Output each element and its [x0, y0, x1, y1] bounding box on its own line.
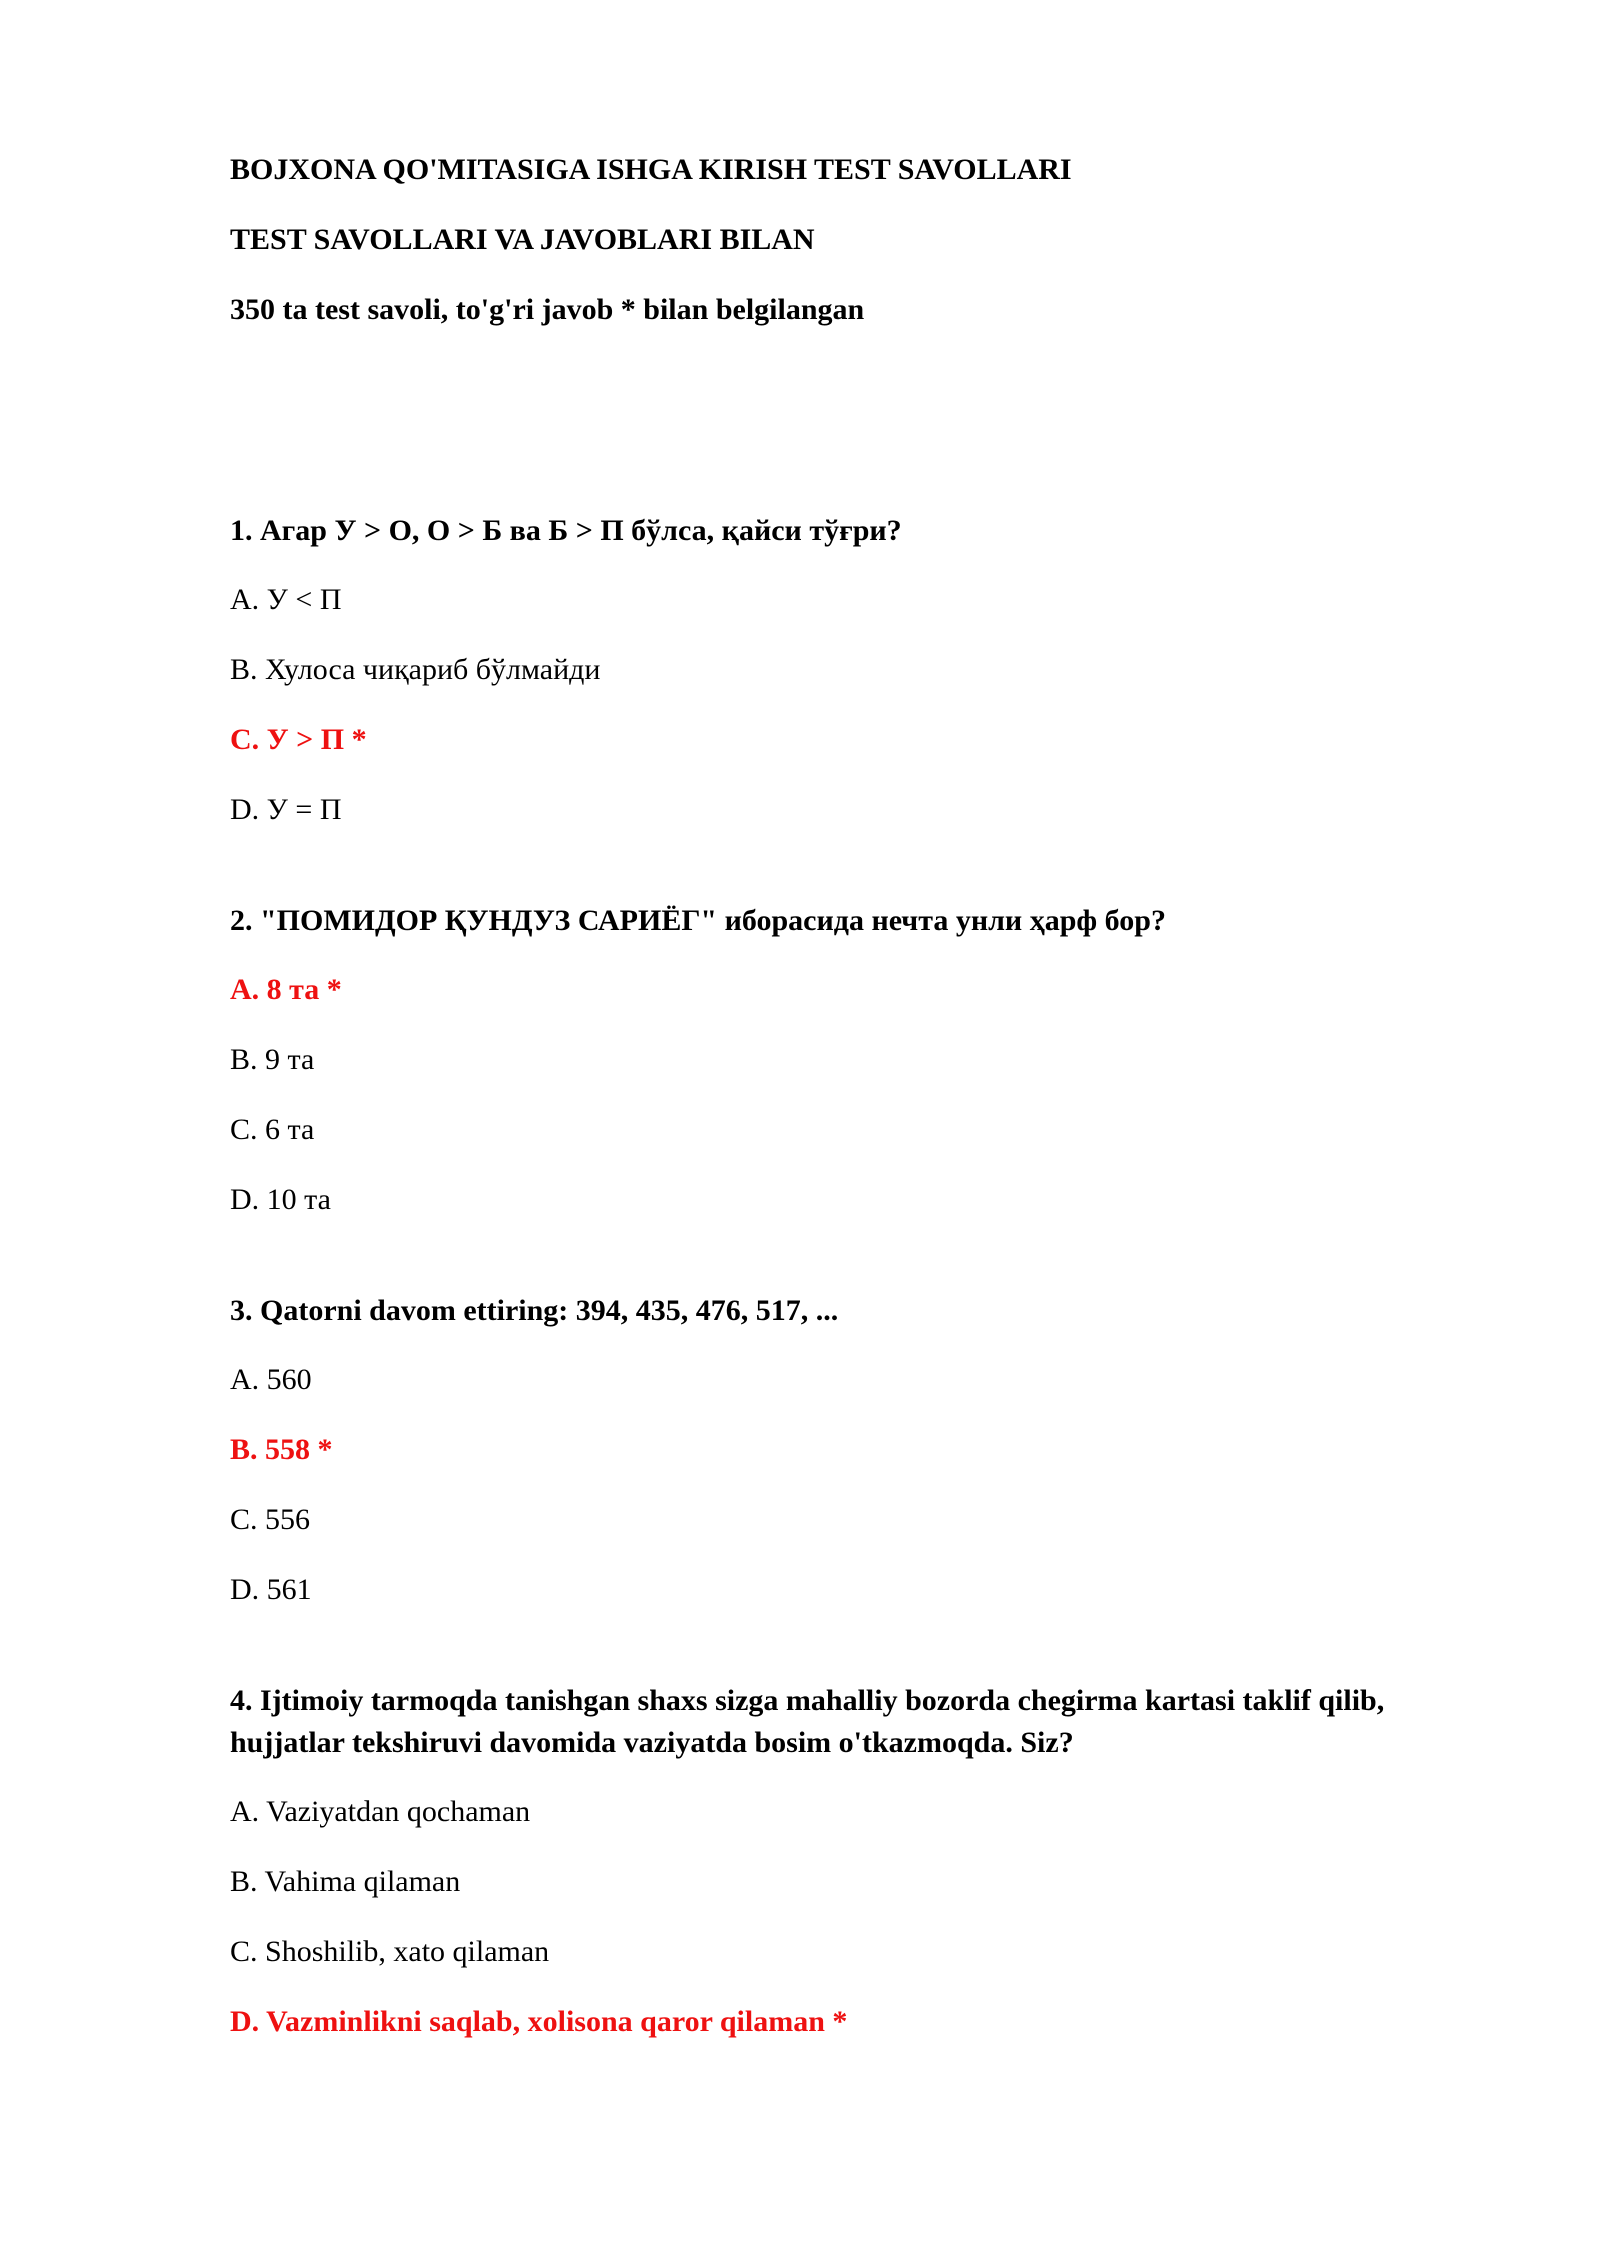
- spacer: [230, 360, 1480, 510]
- document-note: 350 ta test savoli, to'g'ri javob * bilan belgilangan: [230, 293, 865, 326]
- answer-option-d: D. 561: [230, 1573, 312, 1606]
- answer-option-a: A. У < П: [230, 583, 342, 616]
- answer-option-d: D. Vazminlikni saqlab, xolisona qaror qilaman *: [230, 2005, 848, 2038]
- question-text: 1. Агар У > О, О > Б ва Б > П бўлса, қайси тўғри?: [230, 514, 902, 547]
- question-text: 2. "ПОМИДОР ҚУНДУЗ САРИЁГ" иборасида нечта унли ҳарф бор?: [230, 904, 1166, 937]
- answer-option-d: D. У = П: [230, 793, 342, 826]
- document-header: [230, 150, 1480, 330]
- question-4: [230, 1680, 1480, 2042]
- document-subtitle: TEST SAVOLLARI VA JAVOBLARI BILAN: [230, 223, 815, 256]
- answer-option-b: B. 9 та: [230, 1043, 315, 1076]
- answer-option-c: C. Shoshilib, xato qilaman: [230, 1935, 550, 1968]
- question-text: 4. Ijtimoiy tarmoqda tanishgan shaxs sizga mahalliy bozorda chegirma kartasi taklif qilib, hujjatlar tekshiruvi davomida vaziyatda bosim o'tkazmoqda. Siz?: [230, 1684, 1385, 1759]
- question-1: [230, 510, 1480, 830]
- answer-option-c: C. 556: [230, 1503, 311, 1536]
- question-3: [230, 1290, 1480, 1610]
- question-2: [230, 900, 1480, 1220]
- answer-option-b: B. 558 *: [230, 1433, 333, 1466]
- answer-option-a: A. 560: [230, 1363, 312, 1396]
- answer-option-b: B. Хулоса чиқариб бўлмайди: [230, 653, 601, 686]
- document-content: [230, 150, 1480, 2112]
- document-title: BOJXONA QO'MITASIGA ISHGA KIRISH TEST SAVOLLARI: [230, 153, 1072, 186]
- answer-option-a: A. 8 та *: [230, 973, 342, 1006]
- answer-option-c: C. 6 та: [230, 1113, 315, 1146]
- question-text: 3. Qatorni davom ettiring: 394, 435, 476, 517, ...: [230, 1294, 839, 1327]
- answer-option-d: D. 10 та: [230, 1183, 331, 1216]
- answer-option-a: A. Vaziyatdan qochaman: [230, 1795, 531, 1828]
- answer-option-b: B. Vahima qilaman: [230, 1865, 461, 1898]
- answer-option-c: C. У > П *: [230, 723, 367, 756]
